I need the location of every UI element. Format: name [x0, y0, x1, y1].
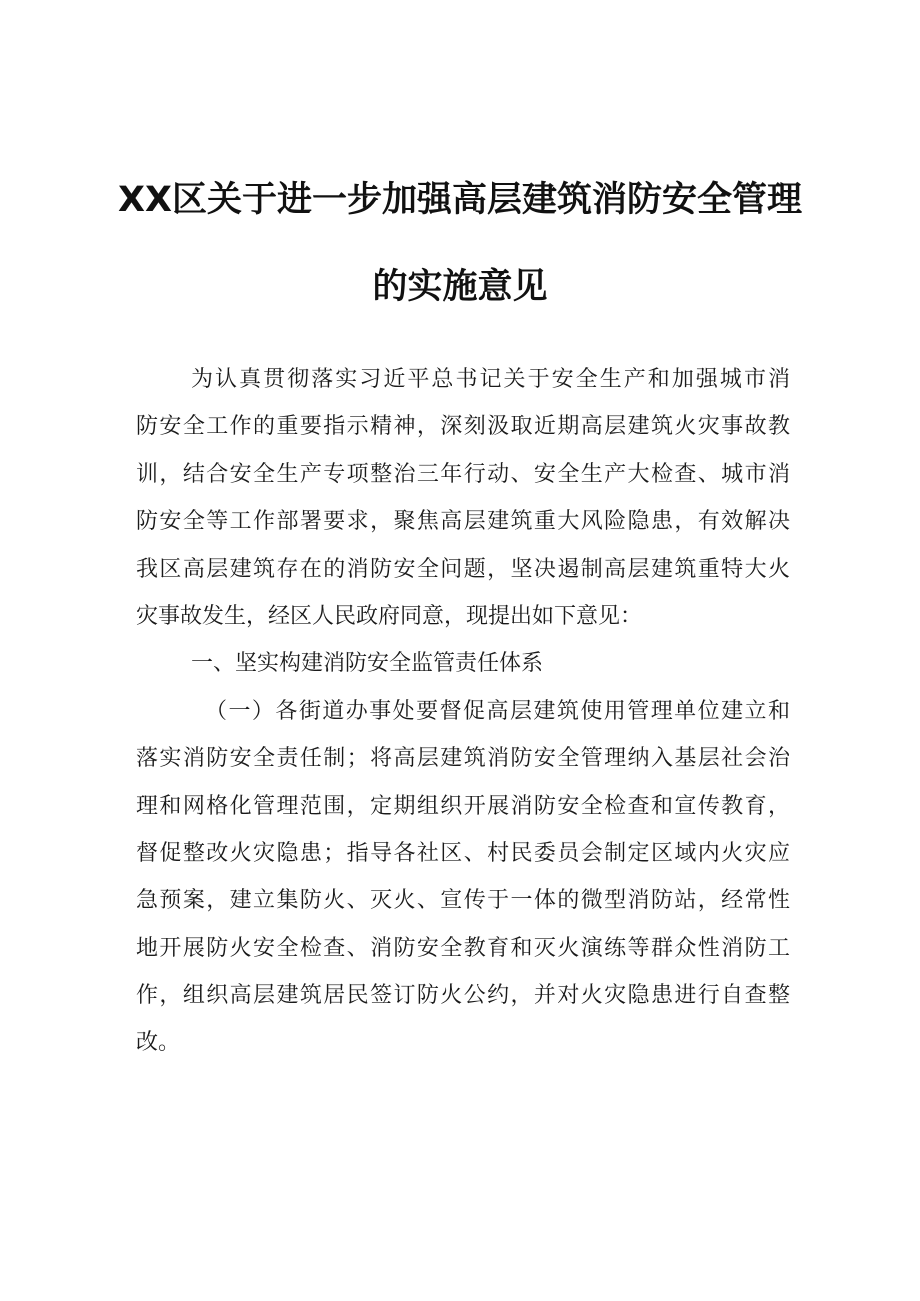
paragraph-1-line: 我区高层建筑存在的消防安全问题，坚决遏制高层建筑重特大火: [136, 556, 790, 582]
paragraph-2-line: （一）各街道办事处要督促高层建筑使用管理单位建立和: [205, 698, 790, 724]
document-title-line-2: 的实施意见: [372, 267, 548, 307]
document-title-line-1: XX区关于进一步加强高层建筑消防安全管理: [118, 180, 802, 220]
paragraph-1-line: 灾事故发生，经区人民政府同意，现提出如下意见：: [136, 603, 643, 629]
paragraph-1-line: 防安全工作的重要指示精神，深刻汲取近期高层建筑火灾事故教: [136, 414, 790, 440]
paragraph-1-line: 训，结合安全生产专项整治三年行动、安全生产大检查、城市消: [136, 461, 790, 487]
paragraph-2-line: 作，组织高层建筑居民签订防火公约，并对火灾隐患进行自查整: [136, 983, 790, 1009]
paragraph-2-line: 理和网格化管理范围，定期组织开展消防安全检查和宣传教育，: [136, 793, 790, 819]
paragraph-2-line: 改。: [136, 1030, 181, 1056]
paragraph-1-line: 为认真贯彻落实习近平总书记关于安全生产和加强城市消: [191, 367, 790, 392]
section-1-heading: 一、坚实构建消防安全监管责任体系: [191, 651, 544, 677]
paragraph-1-line: 防安全等工作部署要求，聚焦高层建筑重大风险隐患，有效解决: [136, 509, 790, 535]
document-body: [136, 356, 790, 1067]
paragraph-2-line: 急预案，建立集防火、灭火、宣传于一体的微型消防站，经常性: [136, 888, 790, 914]
paragraph-2-line: 落实消防安全责任制；将高层建筑消防安全管理纳入基层社会治: [136, 746, 790, 772]
paragraph-2-line: 督促整改火灾隐患；指导各社区、村民委员会制定区域内火灾应: [136, 840, 790, 866]
paragraph-2-line: 地开展防火安全检查、消防安全教育和灭火演练等群众性消防工: [136, 935, 790, 961]
